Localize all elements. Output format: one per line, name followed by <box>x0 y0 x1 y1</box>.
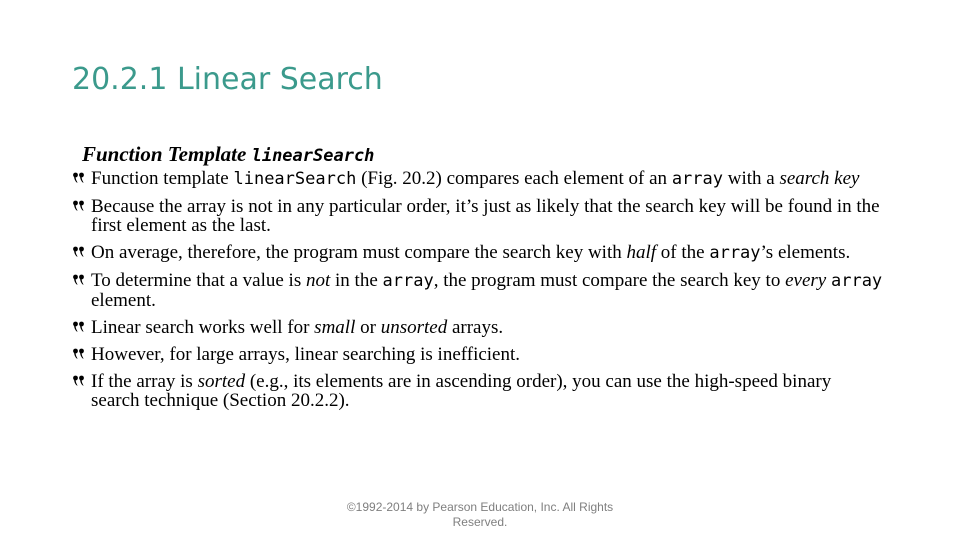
quote-bullet-icon <box>72 347 86 363</box>
bullet-item: To determine that a value is not in the array, the program must compare the search key to every array element. <box>72 271 884 310</box>
quote-bullet-icon <box>72 320 86 336</box>
slide-title: 20.2.1 Linear Search <box>72 62 383 97</box>
quote-bullet-icon <box>72 199 86 215</box>
quote-bullet-icon <box>72 374 86 390</box>
quote-bullet-icon <box>72 273 86 289</box>
footer-line-1: ©1992-2014 by Pearson Education, Inc. All Rights <box>346 500 614 514</box>
bullet-item: If the array is sorted (e.g., its elements are in ascending order), you can use the high-speed binary search technique (Section 20.2.2). <box>72 372 884 410</box>
quote-bullet-icon <box>72 171 86 187</box>
copyright-footer <box>330 500 630 530</box>
bullet-item: Function template linearSearch (Fig. 20.2) compares each element of an array with a search key <box>72 169 884 189</box>
footer-line-2: Reserved. <box>452 515 508 529</box>
subheading-text: Function Template <box>82 142 252 166</box>
subheading-code: linearSearch <box>251 146 375 166</box>
bullet-item: Because the array is not in any particular order, it’s just as likely that the search key will be found in the first element as the last. <box>72 197 884 235</box>
bullet-item: However, for large arrays, linear searching is inefficient. <box>72 345 884 364</box>
quote-bullet-icon <box>72 245 86 261</box>
bullet-item: Linear search works well for small or unsorted arrays. <box>72 318 884 337</box>
section-subheading <box>82 142 374 168</box>
bullet-item: On average, therefore, the program must compare the search key with half of the array’s elements. <box>72 243 884 263</box>
bullet-list <box>72 169 884 418</box>
